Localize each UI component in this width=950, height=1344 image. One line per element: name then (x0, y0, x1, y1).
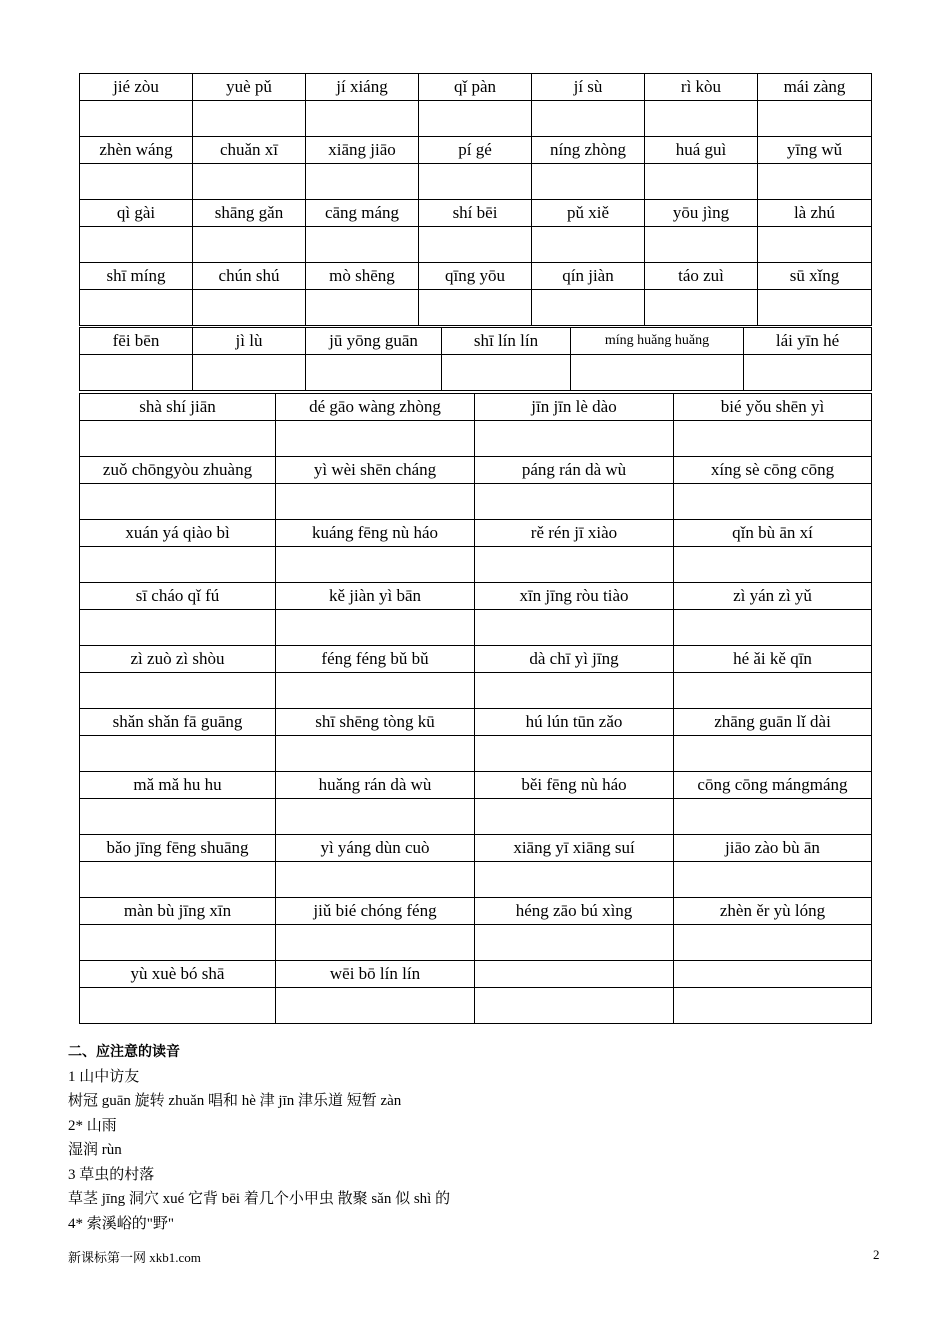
answer-cell[interactable] (80, 610, 276, 646)
note-line: 4* 索溪峪的"野" (68, 1215, 174, 1232)
pinyin-row (80, 772, 872, 799)
answer-row (80, 164, 872, 200)
answer-cell[interactable] (674, 484, 872, 520)
answer-cell[interactable] (674, 736, 872, 772)
answer-cell[interactable] (80, 101, 193, 137)
answer-row (80, 547, 872, 583)
pinyin-cell: yì wèi shēn cháng (276, 457, 475, 484)
pinyin-cell: qì gài (80, 200, 193, 227)
answer-row (80, 355, 872, 391)
pinyin-cell: míng huǎng huǎng (571, 328, 744, 355)
pinyin-cell: běi fēng nù háo (475, 772, 674, 799)
answer-cell[interactable] (475, 673, 674, 709)
pinyin-cell: yōu jìng (645, 200, 758, 227)
pinyin-cell: jí xiáng (306, 74, 419, 101)
pinyin-row (80, 137, 872, 164)
pinyin-cell: jiǔ bié chóng féng (276, 898, 475, 925)
note-line: 草茎 jīng 洞穴 xué 它背 bēi 着几个小甲虫 散聚 sǎn 似 shì 的 (68, 1191, 451, 1207)
answer-cell[interactable] (276, 421, 475, 457)
answer-cell[interactable] (193, 227, 306, 263)
pinyin-row (80, 74, 872, 101)
pinyin-cell: huǎng rán dà wù (276, 772, 475, 799)
note-line: 2* 山雨 (68, 1117, 117, 1134)
answer-cell[interactable] (80, 736, 276, 772)
answer-cell[interactable] (193, 355, 306, 391)
pinyin-cell: hú lún tūn zǎo (475, 709, 674, 736)
page-number: 2 (873, 1247, 880, 1262)
answer-cell[interactable] (758, 290, 872, 326)
answer-row (80, 925, 872, 961)
answer-row (80, 673, 872, 709)
answer-cell[interactable] (475, 610, 674, 646)
pinyin-cell: kě jiàn yì bān (276, 583, 475, 610)
pinyin-cell: yīng wǔ (758, 137, 872, 164)
pinyin-cell: zuǒ chōngyòu zhuàng (80, 457, 276, 484)
answer-cell[interactable] (645, 227, 758, 263)
pinyin-row (80, 328, 872, 355)
answer-cell[interactable] (532, 101, 645, 137)
pinyin-cell: jīn jīn lè dào (475, 394, 674, 421)
pinyin-cell: xíng sè cōng cōng (674, 457, 872, 484)
answer-row (80, 101, 872, 137)
pinyin-cell: mái zàng (758, 74, 872, 101)
pronunciation-notes (68, 1040, 888, 1236)
idiom-pinyin-table (79, 393, 872, 1024)
answer-cell[interactable] (80, 862, 276, 898)
answer-cell[interactable] (80, 547, 276, 583)
answer-cell[interactable] (306, 355, 442, 391)
answer-cell[interactable] (193, 164, 306, 200)
answer-row (80, 610, 872, 646)
pinyin-cell: cāng máng (306, 200, 419, 227)
answer-cell[interactable] (532, 227, 645, 263)
answer-row (80, 421, 872, 457)
answer-cell[interactable] (475, 484, 674, 520)
pinyin-cell: mò shēng (306, 263, 419, 290)
answer-cell[interactable] (276, 610, 475, 646)
answer-cell[interactable] (674, 610, 872, 646)
answer-cell[interactable] (475, 925, 674, 961)
answer-cell[interactable] (306, 101, 419, 137)
pinyin-row (80, 961, 872, 988)
pinyin-cell (475, 961, 674, 988)
answer-cell[interactable] (80, 484, 276, 520)
pinyin-cell: xīn jīng ròu tiào (475, 583, 674, 610)
answer-cell[interactable] (276, 862, 475, 898)
pinyin-row (80, 709, 872, 736)
pinyin-cell: mǎ mǎ hu hu (80, 772, 276, 799)
answer-cell[interactable] (475, 799, 674, 835)
pinyin-cell: jí sù (532, 74, 645, 101)
answer-cell[interactable] (276, 484, 475, 520)
pinyin-cell: lái yīn hé (744, 328, 872, 355)
pinyin-row (80, 898, 872, 925)
answer-cell[interactable] (80, 164, 193, 200)
answer-cell[interactable] (419, 164, 532, 200)
answer-row (80, 736, 872, 772)
answer-cell[interactable] (674, 547, 872, 583)
note-line: 湿润 rùn (68, 1142, 122, 1158)
pinyin-table-2 (79, 327, 872, 391)
pinyin-cell: jié zòu (80, 74, 193, 101)
pinyin-cell: sū xǐng (758, 263, 872, 290)
pinyin-cell: rì kòu (645, 74, 758, 101)
note-line: 树冠 guān 旋转 zhuǎn 唱和 hè 津 jīn 津乐道 短暂 zàn (68, 1093, 402, 1109)
answer-cell[interactable] (674, 862, 872, 898)
answer-row (80, 988, 872, 1024)
answer-row (80, 799, 872, 835)
pinyin-cell: màn bù jīng xīn (80, 898, 276, 925)
pinyin-cell: féng féng bǔ bǔ (276, 646, 475, 673)
answer-cell[interactable] (532, 290, 645, 326)
pinyin-cell: fēi bēn (80, 328, 193, 355)
answer-cell[interactable] (80, 988, 276, 1024)
answer-row (80, 290, 872, 326)
pinyin-cell: shī míng (80, 263, 193, 290)
pinyin-row (80, 394, 872, 421)
pinyin-cell: huá guì (645, 137, 758, 164)
answer-cell[interactable] (475, 421, 674, 457)
answer-row (80, 862, 872, 898)
answer-cell[interactable] (306, 164, 419, 200)
answer-cell[interactable] (193, 101, 306, 137)
answer-cell[interactable] (674, 988, 872, 1024)
answer-cell[interactable] (276, 673, 475, 709)
pinyin-cell: yì yáng dùn cuò (276, 835, 475, 862)
pinyin-cell: jū yōng guān (306, 328, 442, 355)
pinyin-row (80, 263, 872, 290)
answer-cell[interactable] (80, 227, 193, 263)
pinyin-cell: pí gé (419, 137, 532, 164)
answer-cell[interactable] (532, 164, 645, 200)
answer-cell[interactable] (193, 290, 306, 326)
answer-cell[interactable] (475, 736, 674, 772)
pinyin-cell: xiāng yī xiāng suí (475, 835, 674, 862)
answer-cell[interactable] (306, 227, 419, 263)
answer-cell[interactable] (674, 673, 872, 709)
pinyin-cell: shǎn shǎn fā guāng (80, 709, 276, 736)
answer-cell[interactable] (674, 925, 872, 961)
answer-cell[interactable] (442, 355, 571, 391)
pinyin-cell: rě rén jī xiào (475, 520, 674, 547)
answer-cell[interactable] (276, 799, 475, 835)
answer-cell[interactable] (419, 101, 532, 137)
answer-cell[interactable] (674, 799, 872, 835)
pinyin-cell: bié yǒu shēn yì (674, 394, 872, 421)
pinyin-cell: zì yán zì yǔ (674, 583, 872, 610)
answer-cell[interactable] (758, 227, 872, 263)
pinyin-cell: zhèn wáng (80, 137, 193, 164)
answer-cell[interactable] (80, 290, 193, 326)
pinyin-cell: sī cháo qǐ fú (80, 583, 276, 610)
pinyin-cell: yuè pǔ (193, 74, 306, 101)
pinyin-cell: níng zhòng (532, 137, 645, 164)
pinyin-row (80, 646, 872, 673)
pinyin-row (80, 457, 872, 484)
note-line: 3 草虫的村落 (68, 1166, 155, 1183)
pinyin-cell: shī shēng tòng kū (276, 709, 475, 736)
answer-cell[interactable] (419, 227, 532, 263)
pinyin-cell: xuán yá qiào bì (80, 520, 276, 547)
pinyin-cell: qīng yōu (419, 263, 532, 290)
pinyin-cell: chuǎn xī (193, 137, 306, 164)
answer-cell[interactable] (80, 355, 193, 391)
answer-cell[interactable] (306, 290, 419, 326)
pinyin-cell (674, 961, 872, 988)
answer-cell[interactable] (276, 736, 475, 772)
pinyin-cell: qǐn bù ān xí (674, 520, 872, 547)
pinyin-cell: qín jiàn (532, 263, 645, 290)
answer-cell[interactable] (758, 101, 872, 137)
answer-cell[interactable] (475, 862, 674, 898)
pinyin-cell: wēi bō lín lín (276, 961, 475, 988)
pinyin-cell: yù xuè bó shā (80, 961, 276, 988)
footer-site: 新课标第一网 xkb1.com (68, 1250, 201, 1265)
pinyin-cell: shī lín lín (442, 328, 571, 355)
pinyin-cell: xiāng jiāo (306, 137, 419, 164)
answer-row (80, 227, 872, 263)
pinyin-cell: cōng cōng mángmáng (674, 772, 872, 799)
answer-cell[interactable] (419, 290, 532, 326)
answer-row (80, 484, 872, 520)
answer-cell[interactable] (80, 925, 276, 961)
pinyin-cell: shí bēi (419, 200, 532, 227)
pinyin-cell: páng rán dà wù (475, 457, 674, 484)
answer-cell[interactable] (571, 355, 744, 391)
pinyin-cell: zì zuò zì shòu (80, 646, 276, 673)
pinyin-cell: jiāo zào bù ān (674, 835, 872, 862)
pinyin-row (80, 835, 872, 862)
answer-cell[interactable] (276, 988, 475, 1024)
pinyin-cell: pǔ xiě (532, 200, 645, 227)
pinyin-cell: kuáng fēng nù háo (276, 520, 475, 547)
answer-cell[interactable] (674, 421, 872, 457)
note-line: 1 山中访友 (68, 1068, 140, 1085)
section-heading: 二、应注意的读音 (68, 1044, 180, 1060)
pinyin-cell: chún shú (193, 263, 306, 290)
pinyin-cell: hé ǎi kě qīn (674, 646, 872, 673)
pinyin-table-1 (79, 73, 872, 326)
pinyin-cell: dé gāo wàng zhòng (276, 394, 475, 421)
pinyin-cell: héng zāo bú xìng (475, 898, 674, 925)
answer-cell[interactable] (758, 164, 872, 200)
answer-cell[interactable] (645, 290, 758, 326)
pinyin-cell: zhāng guān lǐ dài (674, 709, 872, 736)
answer-cell[interactable] (80, 421, 276, 457)
pinyin-cell: shà shí jiān (80, 394, 276, 421)
pinyin-cell: dà chī yì jīng (475, 646, 674, 673)
answer-cell[interactable] (475, 988, 674, 1024)
pinyin-row (80, 583, 872, 610)
pinyin-cell: shāng gǎn (193, 200, 306, 227)
pinyin-cell: zhèn ěr yù lóng (674, 898, 872, 925)
answer-cell[interactable] (645, 101, 758, 137)
answer-cell[interactable] (80, 799, 276, 835)
answer-cell[interactable] (744, 355, 872, 391)
answer-cell[interactable] (80, 673, 276, 709)
pinyin-cell: qǐ pàn (419, 74, 532, 101)
pinyin-cell: jì lù (193, 328, 306, 355)
answer-cell[interactable] (276, 925, 475, 961)
answer-cell[interactable] (475, 547, 674, 583)
pinyin-row (80, 200, 872, 227)
answer-cell[interactable] (645, 164, 758, 200)
pinyin-row (80, 520, 872, 547)
pinyin-cell: bǎo jīng fēng shuāng (80, 835, 276, 862)
answer-cell[interactable] (276, 547, 475, 583)
pinyin-cell: là zhú (758, 200, 872, 227)
pinyin-cell: táo zuì (645, 263, 758, 290)
